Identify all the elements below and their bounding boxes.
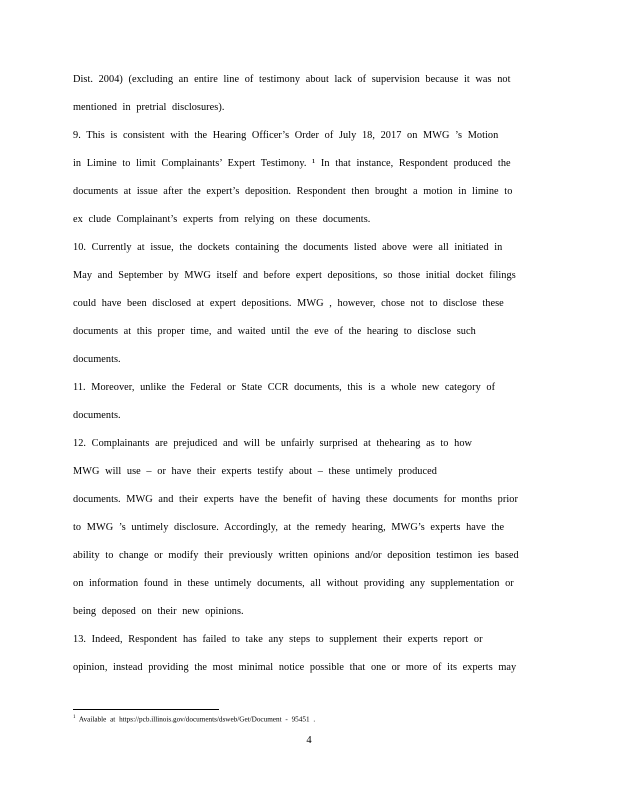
text-line: 12. Complainants are prejudiced and will be unfairly surprised at thehearing as to how — [73, 438, 473, 449]
text-line: Dist. 2004) (excluding an entire line of testimony about lack of supervision because it was not — [73, 74, 511, 85]
text-line: to MWG ’s untimely disclosure. Accordingly, at the remedy hearing, MWG’s experts have the — [73, 522, 505, 533]
text-line: in Limine to limit Complainants’ Expert Testimony. ¹ In that instance, Respondent produced the — [73, 158, 511, 169]
text-line: documents at issue after the expert’s deposition. Respondent then brought a motion in limine to — [73, 186, 513, 197]
text-line: 9. This is consistent with the Hearing Officer’s Order of July 18, 2017 on MWG ’s Motion — [73, 130, 499, 141]
text-line: opinion, instead providing the most minimal notice possible that one or more of its experts may — [73, 662, 517, 673]
text-line: 11. Moreover, unlike the Federal or State CCR documents, this is a whole new category of — [73, 382, 496, 393]
text-line: 13. Indeed, Respondent has failed to take any steps to supplement their experts report or — [73, 634, 483, 645]
footnote — [73, 713, 315, 724]
page-number: 4 — [306, 735, 312, 746]
text-line: ability to change or modify their previously written opinions and/or deposition testimon ies based — [73, 550, 519, 561]
text-line: documents. — [73, 410, 121, 421]
text-line: MWG will use – or have their experts testify about – these untimely produced — [73, 466, 437, 477]
text-line: ex clude Complainant’s experts from relying on these documents. — [73, 214, 371, 225]
footnote-separator — [73, 709, 219, 710]
footnote-marker: 1 — [73, 715, 76, 720]
text-line: May and September by MWG itself and before expert depositions, so those initial docket filings — [73, 270, 516, 281]
text-line: 10. Currently at issue, the dockets containing the documents listed above were all initiated in — [73, 242, 503, 253]
footnote-text: Available at https://pcb.illinois.gov/documents/dsweb/Get/Document - 95451 . — [75, 715, 316, 724]
text-line: documents. — [73, 354, 121, 365]
text-line: documents at this proper time, and waited until the eve of the hearing to disclose such — [73, 326, 476, 337]
text-line: could have been disclosed at expert depositions. MWG , however, chose not to disclose these — [73, 298, 504, 309]
text-line: on information found in these untimely documents, all without providing any supplementation or — [73, 578, 514, 589]
text-line: being deposed on their new opinions. — [73, 606, 244, 617]
text-line: documents. MWG and their experts have the benefit of having these documents for months prior — [73, 494, 518, 505]
text-line: mentioned in pretrial disclosures). — [73, 102, 225, 113]
